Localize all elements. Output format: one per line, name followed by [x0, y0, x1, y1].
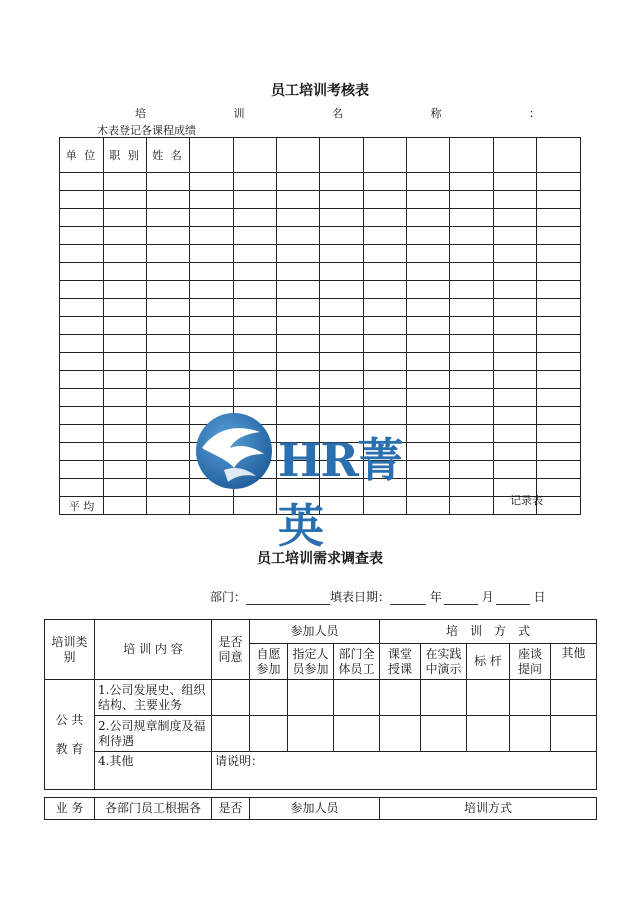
grid-cell[interactable]: [190, 389, 234, 407]
grid-cell[interactable]: [60, 209, 104, 227]
grid-cell[interactable]: [320, 371, 364, 389]
grid-cell[interactable]: [450, 245, 494, 263]
cell[interactable]: [288, 680, 334, 716]
public-item: 2.公司规章制度及福利待遇: [95, 716, 212, 752]
grid-cell[interactable]: [494, 245, 537, 263]
grid-cell[interactable]: [234, 353, 277, 371]
grid-cell[interactable]: [234, 371, 277, 389]
public-item: 4.其他: [95, 752, 212, 790]
grid-cell[interactable]: [494, 263, 537, 281]
grid-cell[interactable]: [407, 299, 450, 317]
grid-cell[interactable]: [320, 263, 364, 281]
grid-cell[interactable]: [494, 371, 537, 389]
grid-cell[interactable]: [537, 479, 581, 497]
grid-cell[interactable]: [450, 299, 494, 317]
grid-cell[interactable]: [407, 371, 450, 389]
grid-cell[interactable]: [190, 317, 234, 335]
grid-cell[interactable]: [277, 263, 320, 281]
table-row: [60, 263, 581, 281]
grid-cell[interactable]: [537, 245, 581, 263]
grid-cell[interactable]: [494, 299, 537, 317]
grid-cell[interactable]: [407, 263, 450, 281]
grid-cell[interactable]: [450, 335, 494, 353]
grid-cell[interactable]: [537, 371, 581, 389]
cell[interactable]: [421, 716, 467, 752]
grid-cell[interactable]: [147, 389, 190, 407]
grid-cell[interactable]: [234, 299, 277, 317]
grid-cell[interactable]: [537, 425, 581, 443]
grid-cell[interactable]: [494, 443, 537, 461]
grid-cell[interactable]: [147, 281, 190, 299]
grid-cell[interactable]: [104, 263, 147, 281]
grid-cell[interactable]: [190, 281, 234, 299]
grid-cell[interactable]: [494, 335, 537, 353]
header-symposium: 座谈提问: [510, 644, 551, 680]
grid-cell[interactable]: [364, 389, 407, 407]
grid-cell[interactable]: [60, 461, 104, 479]
grid-cell[interactable]: [147, 335, 190, 353]
grid-cell[interactable]: [537, 389, 581, 407]
grid-cell[interactable]: [450, 173, 494, 191]
grid-cell[interactable]: [450, 191, 494, 209]
grid-cell[interactable]: [190, 245, 234, 263]
grid-cell[interactable]: [407, 335, 450, 353]
grid-cell[interactable]: [320, 173, 364, 191]
grid-cell[interactable]: [407, 191, 450, 209]
grid-cell[interactable]: [60, 191, 104, 209]
grid-cell[interactable]: [234, 281, 277, 299]
public-item: 1.公司发展史、组织结构、主要业务: [95, 680, 212, 716]
course-cell: [494, 138, 537, 173]
grid-cell[interactable]: [494, 191, 537, 209]
header-classroom: 课堂授课: [380, 644, 421, 680]
cell[interactable]: [510, 680, 551, 716]
dept-label: 部门：: [210, 590, 247, 604]
grid-cell[interactable]: [364, 371, 407, 389]
header-content: 培 训 内 容: [95, 620, 212, 680]
cell[interactable]: [421, 680, 467, 716]
cell[interactable]: [467, 716, 510, 752]
grid-cell[interactable]: [277, 173, 320, 191]
grid-cell[interactable]: [60, 263, 104, 281]
grid-cell[interactable]: [190, 173, 234, 191]
grid-cell[interactable]: [190, 353, 234, 371]
header-designated: 指定人员参加: [288, 644, 334, 680]
grid-cell[interactable]: [60, 245, 104, 263]
grid-cell[interactable]: [537, 263, 581, 281]
grid-cell[interactable]: [60, 443, 104, 461]
grid-cell[interactable]: [364, 263, 407, 281]
grid-cell[interactable]: [450, 263, 494, 281]
grid-cell[interactable]: [147, 461, 190, 479]
table-row: [60, 299, 581, 317]
grid-cell[interactable]: [320, 299, 364, 317]
course-cell: [277, 138, 320, 173]
grid-cell[interactable]: [407, 353, 450, 371]
course-cell: [320, 138, 364, 173]
grid-cell[interactable]: [147, 173, 190, 191]
grid-cell[interactable]: [190, 299, 234, 317]
grid-cell[interactable]: [537, 191, 581, 209]
grid-cell[interactable]: [234, 389, 277, 407]
business-agree: 是否: [212, 798, 250, 820]
table-row: [60, 281, 581, 299]
grid-cell[interactable]: [147, 317, 190, 335]
cell[interactable]: [551, 680, 597, 716]
training-name-char: ：: [529, 107, 540, 120]
cell[interactable]: [212, 680, 250, 716]
grid-cell[interactable]: [60, 227, 104, 245]
course-cell: [450, 138, 494, 173]
grid-cell[interactable]: [407, 245, 450, 263]
header-name: 姓 名: [147, 138, 190, 173]
grid-cell[interactable]: [147, 263, 190, 281]
table-row: [60, 389, 581, 407]
grid-cell[interactable]: [234, 317, 277, 335]
header-practice: 在实践中演示: [421, 644, 467, 680]
grid-cell[interactable]: [147, 479, 190, 497]
training-name-char: 训: [233, 107, 245, 120]
form1-title: 员工培训考核表: [271, 83, 369, 99]
grid-cell[interactable]: [277, 227, 320, 245]
grid-cell[interactable]: [494, 461, 537, 479]
grid-cell[interactable]: [407, 209, 450, 227]
grid-cell[interactable]: [450, 281, 494, 299]
grid-cell[interactable]: [147, 497, 190, 515]
grid-cell[interactable]: [364, 191, 407, 209]
course-cell: [190, 138, 234, 173]
grid-cell[interactable]: [364, 317, 407, 335]
header-other: 其他: [551, 644, 597, 680]
grid-cell[interactable]: [60, 479, 104, 497]
grid-cell[interactable]: [537, 209, 581, 227]
grid-cell[interactable]: [190, 209, 234, 227]
cell[interactable]: [250, 716, 288, 752]
grid-cell[interactable]: [234, 335, 277, 353]
grid-cell[interactable]: [104, 479, 147, 497]
month-field[interactable]: [444, 604, 478, 605]
grid-cell[interactable]: [277, 299, 320, 317]
grid-cell[interactable]: [104, 227, 147, 245]
grid-cell[interactable]: [60, 335, 104, 353]
header-unit: 单 位: [60, 138, 104, 173]
form1-note: 木表登记各课程成绩: [97, 124, 196, 137]
training-name-char: 称: [430, 107, 442, 120]
year-label: 年: [429, 590, 442, 604]
year-field[interactable]: [390, 604, 426, 605]
grid-cell[interactable]: [494, 173, 537, 191]
grid-cell[interactable]: [450, 389, 494, 407]
grid-cell[interactable]: [104, 299, 147, 317]
grid-cell[interactable]: [407, 173, 450, 191]
header-benchmark: 标 杆: [467, 644, 510, 680]
grid-cell[interactable]: [364, 299, 407, 317]
grid-cell[interactable]: [494, 353, 537, 371]
form1-footer: 记录表: [510, 494, 543, 507]
grid-cell[interactable]: [60, 353, 104, 371]
grid-cell[interactable]: [537, 497, 581, 515]
grid-cell[interactable]: [190, 371, 234, 389]
grid-cell[interactable]: [104, 389, 147, 407]
grid-cell[interactable]: [364, 245, 407, 263]
dept-field[interactable]: [246, 604, 330, 605]
grid-cell[interactable]: [60, 299, 104, 317]
grid-cell[interactable]: [320, 353, 364, 371]
business-methods: 培训方式: [380, 798, 597, 820]
grid-cell[interactable]: [104, 173, 147, 191]
grid-cell[interactable]: [60, 425, 104, 443]
course-cell: [537, 138, 581, 173]
grid-cell[interactable]: [60, 389, 104, 407]
eagle-emblem-icon: [194, 410, 274, 492]
cell[interactable]: [467, 680, 510, 716]
table-row: [60, 245, 581, 263]
grid-cell[interactable]: [60, 317, 104, 335]
grid-cell[interactable]: [277, 371, 320, 389]
grid-cell[interactable]: [494, 407, 537, 425]
grid-cell[interactable]: [104, 281, 147, 299]
grid-cell[interactable]: [147, 407, 190, 425]
grid-cell[interactable]: [104, 425, 147, 443]
header-category: 培训类别: [45, 620, 95, 680]
header-position: 职 别: [104, 138, 147, 173]
grid-cell[interactable]: [320, 209, 364, 227]
grid-cell[interactable]: [234, 173, 277, 191]
grid-cell[interactable]: [450, 317, 494, 335]
grid-cell[interactable]: [104, 371, 147, 389]
grid-cell[interactable]: [277, 191, 320, 209]
needs-survey-table: [44, 619, 597, 820]
grid-cell[interactable]: [104, 443, 147, 461]
grid-cell[interactable]: [147, 227, 190, 245]
grid-cell[interactable]: [450, 371, 494, 389]
grid-cell[interactable]: [364, 227, 407, 245]
header-participants: 参加人员: [250, 620, 380, 644]
header-agree: 是否同意: [212, 620, 250, 680]
grid-cell[interactable]: [364, 281, 407, 299]
grid-cell[interactable]: [320, 245, 364, 263]
grid-cell[interactable]: [234, 227, 277, 245]
business-label: 业 务: [45, 798, 95, 820]
grid-cell[interactable]: [147, 209, 190, 227]
grid-cell[interactable]: [494, 281, 537, 299]
grid-cell[interactable]: [320, 389, 364, 407]
grid-cell[interactable]: [104, 461, 147, 479]
spacer-row: [45, 790, 597, 798]
grid-cell[interactable]: [147, 191, 190, 209]
day-label: 日: [533, 590, 546, 604]
grid-cell[interactable]: [234, 191, 277, 209]
course-cell: [234, 138, 277, 173]
table-row: [60, 191, 581, 209]
table-row: [60, 173, 581, 191]
grid-cell[interactable]: [537, 353, 581, 371]
grid-cell[interactable]: [537, 317, 581, 335]
grid-cell[interactable]: [450, 497, 494, 515]
grid-cell[interactable]: [450, 407, 494, 425]
cell[interactable]: [288, 716, 334, 752]
grid-cell[interactable]: [104, 497, 147, 515]
grid-cell[interactable]: [537, 227, 581, 245]
grid-cell[interactable]: [537, 461, 581, 479]
training-name-char: 名: [332, 107, 343, 120]
grid-cell[interactable]: [494, 389, 537, 407]
grid-cell[interactable]: [277, 317, 320, 335]
dept-date-line: [210, 588, 546, 605]
cell[interactable]: [510, 716, 551, 752]
grid-cell[interactable]: [104, 317, 147, 335]
watermark-text: HR菁英: [278, 433, 403, 553]
grid-cell[interactable]: [450, 353, 494, 371]
grid-cell[interactable]: [147, 443, 190, 461]
cell[interactable]: [250, 680, 288, 716]
grid-cell[interactable]: [320, 227, 364, 245]
grid-cell[interactable]: [147, 299, 190, 317]
grid-cell[interactable]: [190, 191, 234, 209]
grid-cell[interactable]: [450, 461, 494, 479]
public-education-label: 公 共 教 育: [45, 680, 95, 790]
grid-cell[interactable]: [364, 173, 407, 191]
grid-cell[interactable]: [60, 407, 104, 425]
grid-cell[interactable]: [234, 497, 277, 515]
grid-cell[interactable]: [104, 245, 147, 263]
grid-cell[interactable]: [320, 191, 364, 209]
cell[interactable]: [212, 716, 250, 752]
grid-cell[interactable]: [277, 389, 320, 407]
grid-cell[interactable]: [190, 263, 234, 281]
grid-cell[interactable]: [537, 173, 581, 191]
grid-cell[interactable]: [537, 299, 581, 317]
grid-cell[interactable]: [277, 245, 320, 263]
grid-cell[interactable]: [277, 353, 320, 371]
grid-cell[interactable]: [364, 353, 407, 371]
business-participants: 参加人员: [250, 798, 380, 820]
header-dept-all: 部门全体员工: [334, 644, 380, 680]
grid-cell[interactable]: [407, 389, 450, 407]
grid-cell[interactable]: [277, 281, 320, 299]
course-cell: [364, 138, 407, 173]
grid-cell[interactable]: [147, 425, 190, 443]
grid-cell[interactable]: [60, 281, 104, 299]
grid-cell[interactable]: [277, 209, 320, 227]
month-label: 月: [481, 590, 494, 604]
grid-cell[interactable]: [320, 317, 364, 335]
business-content: 各部门员工根据各: [95, 798, 212, 820]
grid-cell[interactable]: [494, 227, 537, 245]
explain-field[interactable]: 请说明：: [212, 752, 597, 790]
grid-cell[interactable]: [450, 227, 494, 245]
grid-cell[interactable]: [450, 479, 494, 497]
grid-cell[interactable]: [60, 173, 104, 191]
grid-cell[interactable]: [234, 263, 277, 281]
grid-cell[interactable]: [450, 425, 494, 443]
course-cell: [407, 138, 450, 173]
grid-cell[interactable]: [450, 443, 494, 461]
average-label: 平 均: [60, 497, 104, 515]
grid-cell[interactable]: [364, 335, 407, 353]
training-name-char: 培: [135, 107, 146, 120]
cell[interactable]: [551, 716, 597, 752]
grid-cell[interactable]: [364, 209, 407, 227]
form2-title: 员工培训需求调查表: [257, 551, 383, 567]
grid-cell[interactable]: [190, 497, 234, 515]
grid-cell[interactable]: [537, 407, 581, 425]
grid-cell[interactable]: [494, 317, 537, 335]
grid-cell[interactable]: [147, 353, 190, 371]
day-field[interactable]: [496, 604, 530, 605]
grid-cell[interactable]: [147, 245, 190, 263]
grid-cell[interactable]: [104, 407, 147, 425]
grid-cell[interactable]: [147, 371, 190, 389]
grid-cell[interactable]: [104, 209, 147, 227]
grid-cell[interactable]: [320, 281, 364, 299]
grid-cell[interactable]: [494, 425, 537, 443]
table-row: [60, 371, 581, 389]
grid-cell[interactable]: [60, 371, 104, 389]
cell[interactable]: [380, 680, 421, 716]
grid-cell[interactable]: [234, 245, 277, 263]
header-voluntary: 自愿参加: [250, 644, 288, 680]
table-row: [60, 353, 581, 371]
grid-cell[interactable]: [537, 443, 581, 461]
grid-cell[interactable]: [320, 335, 364, 353]
grid-cell[interactable]: [494, 209, 537, 227]
grid-cell[interactable]: [234, 209, 277, 227]
grid-cell[interactable]: [407, 281, 450, 299]
table-row: [60, 227, 581, 245]
table-row: [60, 317, 581, 335]
cell[interactable]: [380, 716, 421, 752]
date-label: 填表日期：: [330, 590, 391, 604]
header-methods: 培 训 方 式: [380, 620, 597, 644]
grid-cell[interactable]: [190, 335, 234, 353]
grid-cell[interactable]: [190, 227, 234, 245]
grid-cell[interactable]: [277, 335, 320, 353]
grid-cell[interactable]: [407, 317, 450, 335]
grid-cell[interactable]: [537, 335, 581, 353]
grid-cell[interactable]: [407, 227, 450, 245]
grid-cell[interactable]: [450, 209, 494, 227]
cell[interactable]: [334, 716, 380, 752]
grid-cell[interactable]: [537, 281, 581, 299]
grid-cell[interactable]: [104, 335, 147, 353]
watermark-logo: [194, 410, 444, 553]
training-name-row: [135, 105, 540, 121]
table-row: [60, 335, 581, 353]
grid-cell[interactable]: [104, 191, 147, 209]
grid-cell[interactable]: [104, 353, 147, 371]
table-row: [60, 209, 581, 227]
cell[interactable]: [334, 680, 380, 716]
